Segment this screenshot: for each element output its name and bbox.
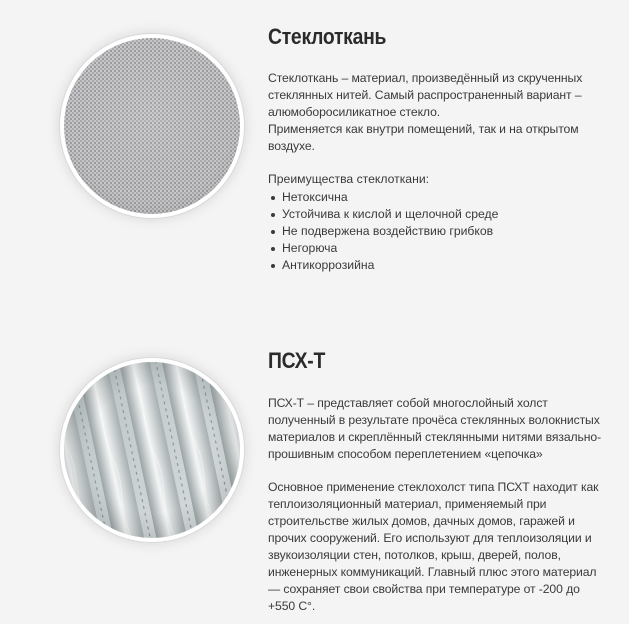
- section-psh-t: [268, 348, 608, 615]
- list-item: Нетоксична: [268, 189, 608, 206]
- list-item: Антикоррозийна: [268, 257, 608, 274]
- stitched-canvas-texture-icon: [64, 362, 240, 538]
- benefits-list: [268, 189, 608, 274]
- list-item: Не подвержена воздействию грибков: [268, 223, 608, 240]
- description-paragraph: ПСХ-Т – представляет собой многослойный холст полученный в результате прочёса стеклянных волокнистых материалов и скреплённый стеклянными нитями вязально-прошивным способом переплетением «цепочка»: [268, 396, 602, 461]
- section-fiberglass-fabric: [268, 24, 608, 274]
- usage-paragraph: Основное применение стеклохолст типа ПСХТ находит как теплоизоляционный материал, применяемый при строительстве жилых домов, дачных домов, гаражей и прочих сооружений. Его используют для теплоизоляции и звукоизоляции стен, потолков, крыш, дверей, полов, инженерных коммуникаций. Главный плюс этого материал — сохраняет свои свойства при температуре от -200 до +550 С°.: [268, 480, 599, 613]
- benefits-heading: Преимущества стеклоткани:: [268, 172, 430, 186]
- list-item: Негорюча: [268, 240, 608, 257]
- fiberglass-fabric-image: [60, 34, 244, 218]
- description-paragraph: Стеклоткань – материал, произведённый из скрученных стеклянных нитей. Самый распространенный вариант – алюмоборосиликатное стекло.: [268, 71, 583, 119]
- woven-fabric-texture-icon: [64, 38, 240, 214]
- list-item: Устойчива к кислой и щелочной среде: [268, 206, 608, 223]
- section-title: Стеклоткань: [268, 24, 387, 49]
- section-title: ПСХ-Т: [268, 348, 326, 373]
- psh-t-canvas-image: [60, 358, 244, 542]
- usage-paragraph: Применяется как внутри помещений, так и на открытом воздухе.: [268, 122, 579, 153]
